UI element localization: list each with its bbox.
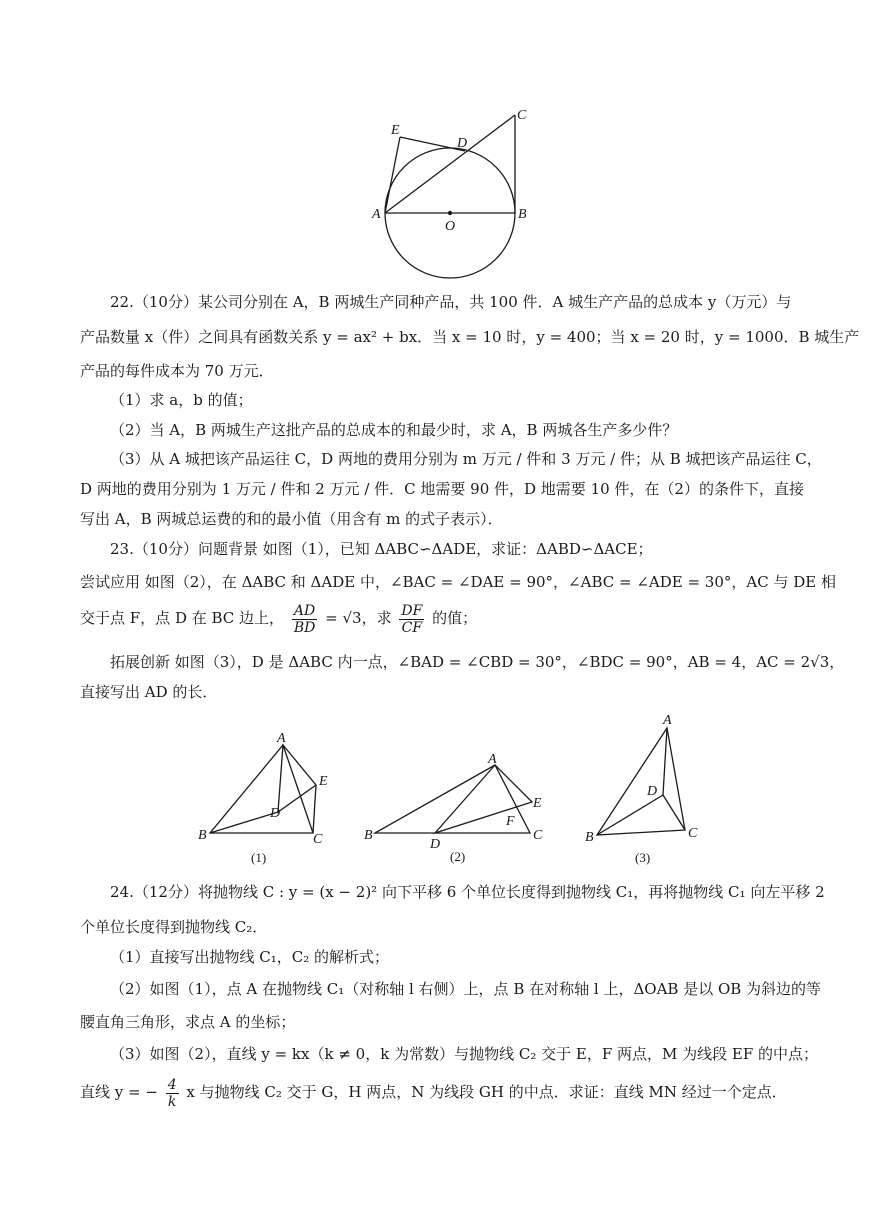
triangle-ade <box>435 765 532 833</box>
q23-line-1: 23.（10分）问题背景 如图（1），已知 ΔABC∽ΔADE，求证：ΔABD∽ΔACE； <box>110 540 653 558</box>
label-c: C <box>313 832 323 847</box>
fraction-numerator: 4 <box>167 1076 177 1093</box>
label-d: D <box>647 784 658 799</box>
figure-1 <box>195 725 335 870</box>
q22-part-3-line-2: D 两地的费用分别为 1 万元 / 件和 2 万元 / 件．C 地需要 90 件，D 地需要 10 件，在（2）的条件下，直接 <box>80 480 804 498</box>
fraction-denominator: CF <box>401 619 423 636</box>
triangle-ade <box>278 745 316 812</box>
label-a: A <box>372 207 381 222</box>
center-point <box>448 211 452 215</box>
caption-2: (2) <box>450 849 466 864</box>
label-b: B <box>518 207 527 222</box>
label-e: E <box>319 774 328 789</box>
label-c: C <box>688 826 698 841</box>
label-c: C <box>533 828 543 843</box>
q23-line-3 <box>80 600 792 636</box>
q23-line-3-text-b: = √3，求 <box>325 609 392 627</box>
label-c: C <box>517 108 527 123</box>
fraction-ad-bd <box>292 603 318 636</box>
segment-ac <box>385 115 515 213</box>
label-a: A <box>663 713 672 728</box>
q23-line-5: 直接写出 AD 的长． <box>80 683 218 701</box>
figure-2 <box>360 750 560 870</box>
label-e: E <box>391 123 400 138</box>
label-d: D <box>430 837 441 852</box>
q23-line-4: 拓展创新 如图（3），D 是 ΔABC 内一点，∠BAD = ∠CBD = 30°，∠BDC = 90°，AB = 4，AC = 2√3， <box>110 653 845 671</box>
label-d: D <box>457 136 468 151</box>
segment-ce <box>313 785 316 833</box>
q22-part-3-line-1: （3）从 A 城把该产品运往 C，D 两地的费用分别为 m 万元 / 件和 3 万元 / 件；从 B 城把该产品运往 C， <box>110 450 822 468</box>
label-e: E <box>533 796 542 811</box>
caption-3: (3) <box>635 850 651 865</box>
fraction-df-cf <box>399 603 424 636</box>
q22-line-1: 22.（10分）某公司分别在 A，B 两城生产同种产品，共 100 件．A 城生产产品的总成本 y（万元）与 <box>110 293 792 311</box>
q22-part-3-line-3: 写出 A，B 两城总运费的和的最小值（用含有 m 的式子表示）． <box>80 510 503 528</box>
circle-figure <box>360 100 540 285</box>
q22-line-2: 产品数量 x（件）之间具有函数关系 y = ax² + bx．当 x = 10 时，y = 400；当 x = 20 时，y = 1000．B 城生产 <box>80 328 860 346</box>
label-o: O <box>445 219 456 234</box>
q22-line-3: 产品的每件成本为 70 万元． <box>80 362 274 380</box>
segment-bd <box>597 795 663 835</box>
q24-part-3-text-b: x 与抛物线 C₂ 交于 G，H 两点，N 为线段 GH 的中点．求证：直线 MN 经过一个定点． <box>186 1083 787 1101</box>
triangle-abc <box>597 728 685 835</box>
label-d: D <box>270 806 281 821</box>
q22-part-2: （2）当 A，B 两城生产这批产品的总成本的和最少时，求 A，B 两城各生产多少件？ <box>110 421 678 439</box>
q23-line-3-text-c: 的值； <box>432 609 478 627</box>
q24-line-1: 24.（12分）将抛物线 C : y = (x − 2)² 向下平移 6 个单位长度得到抛物线 C₁，再将抛物线 C₁ 向左平移 2 <box>110 883 825 901</box>
q24-part-3-text-a: 直线 y = − <box>80 1083 158 1101</box>
q24-part-3-line-2 <box>80 1074 792 1110</box>
segment-bd <box>210 812 278 833</box>
label-b: B <box>198 828 207 843</box>
label-a: A <box>488 752 497 767</box>
q22-part-1: （1）求 a，b 的值； <box>110 391 253 409</box>
q24-part-2-line-2: 腰直角三角形，求点 A 的坐标； <box>80 1013 296 1031</box>
q23-line-2: 尝试应用 如图（2），在 ΔABC 和 ΔADE 中，∠BAC = ∠DAE = 90°，∠ABC = ∠ADE = 30°，AC 与 DE 相 <box>80 573 836 591</box>
label-f: F <box>506 814 515 829</box>
q24-line-2: 个单位长度得到抛物线 C₂． <box>80 918 268 936</box>
fraction-4-over-k <box>166 1077 179 1110</box>
caption-1: (1) <box>251 850 267 865</box>
triangle-abc <box>210 745 313 833</box>
label-a: A <box>277 731 286 746</box>
q23-line-3-text-a: 交于点 F，点 D 在 BC 边上， <box>80 609 285 627</box>
segment-ad <box>663 728 667 795</box>
q24-part-3-line-1: （3）如图（2），直线 y = kx（k ≠ 0，k 为常数）与抛物线 C₂ 交于 E，F 两点，M 为线段 EF 的中点； <box>110 1045 819 1063</box>
fraction-denominator: k <box>167 1093 177 1110</box>
segment-ed <box>400 136 468 151</box>
q24-part-1: （1）直接写出抛物线 C₁，C₂ 的解析式； <box>110 948 390 966</box>
q24-part-2-line-1: （2）如图（1），点 A 在抛物线 C₁（对称轴 l 右侧）上，点 B 在对称轴 l 上，ΔOAB 是以 OB 为斜边的等 <box>110 980 822 998</box>
figure-3 <box>575 710 715 870</box>
fraction-denominator: BD <box>293 619 316 636</box>
fraction-numerator: DF <box>401 602 423 619</box>
label-b: B <box>585 830 594 845</box>
fraction-numerator: AD <box>292 603 318 620</box>
label-b: B <box>364 828 373 843</box>
